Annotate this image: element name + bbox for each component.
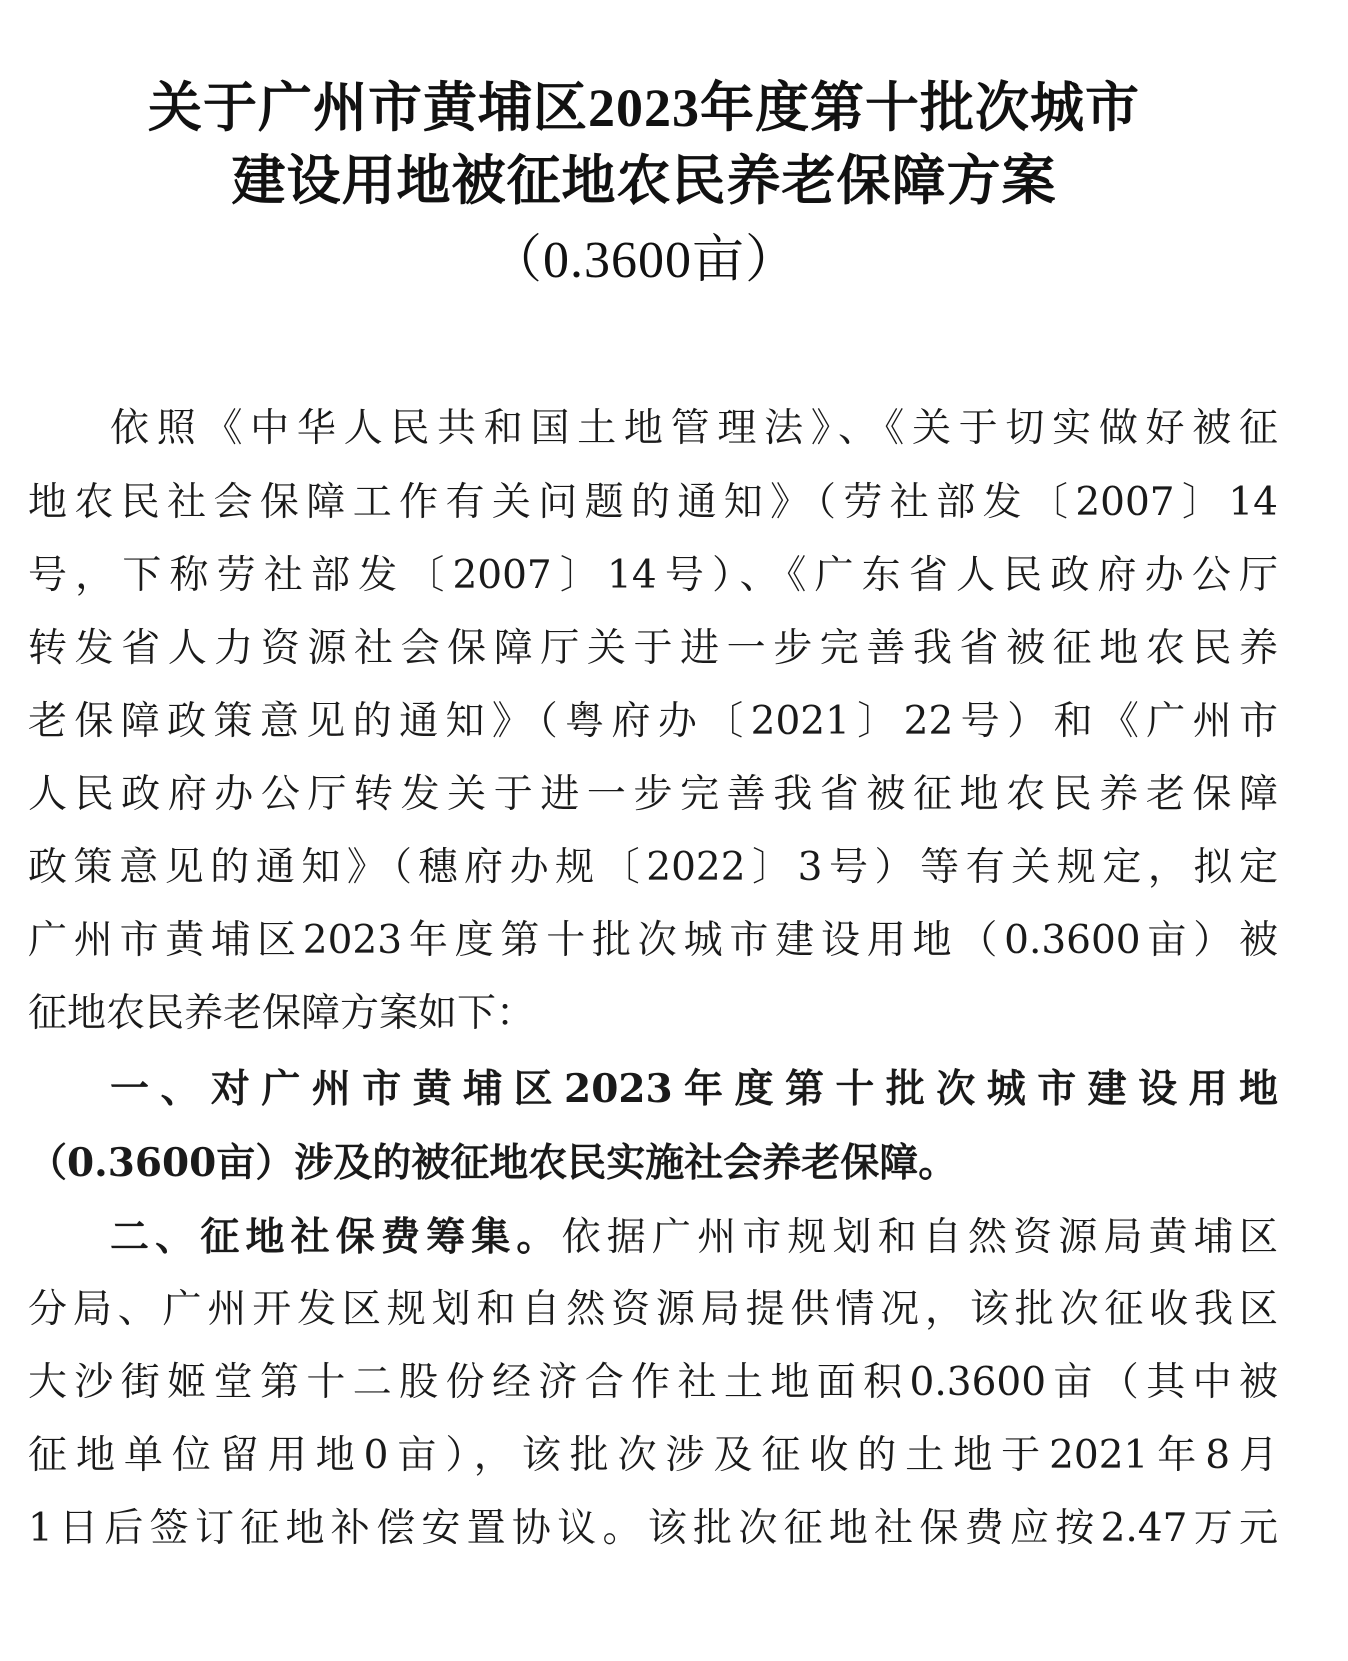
document-title-line-2: 建设用地被征地农民养老保障方案: [231, 151, 1057, 211]
section-2-line: 征地单位留用地0亩），该批次涉及征收的土地于2021年8月: [28, 1433, 1278, 1478]
paragraph-1-line: 政策意见的通知》（穗府办规〔2022〕3号）等有关规定，拟定: [28, 845, 1278, 890]
paragraph-1-line: 地农民社会保障工作有关问题的通知》（劳社部发〔2007〕14: [28, 480, 1278, 525]
section-2-line: 大沙街姬堂第十二股份经济合作社土地面积0.3600亩（其中被: [28, 1360, 1278, 1405]
section-2-line: 分局、广州开发区规划和自然资源局提供情况，该批次征收我区: [28, 1287, 1278, 1332]
section-1-line: 一、对广州市黄埔区2023年度第十批次城市建设用地: [110, 1066, 1278, 1112]
document-title-line-3: （0.3600亩）: [489, 232, 798, 289]
paragraph-1-line: 广州市黄埔区2023年度第十批次城市建设用地（0.3600亩）被: [28, 918, 1278, 963]
section-2-line: 1日后签订征地补偿安置协议。该批次征地社保费应按2.47万元: [28, 1506, 1278, 1551]
section-2-first-rest: 依据广州市规划和自然资源局黄埔区: [561, 1215, 1278, 1260]
section-1-line: （0.3600亩）涉及的被征地农民实施社会养老保障。: [28, 1140, 958, 1186]
section-2-first-line: [110, 1212, 1278, 1263]
paragraph-1-line: 老保障政策意见的通知》（粤府办〔2021〕22号）和《广州市: [28, 699, 1278, 744]
paragraph-1-line: 征地农民养老保障方案如下：: [28, 991, 536, 1036]
paragraph-1-line: 号，下称劳社部发〔2007〕14号）、《广东省人民政府办公厅: [28, 553, 1278, 598]
section-2-heading: 二、征地社保费筹集。: [110, 1214, 562, 1260]
paragraph-1-line: 人民政府办公厅转发关于进一步完善我省被征地农民养老保障: [28, 772, 1278, 817]
paragraph-1-line: 转发省人力资源社会保障厅关于进一步完善我省被征地农民养: [28, 626, 1278, 671]
paragraph-1-line: 依照《中华人民共和国土地管理法》、《关于切实做好被征: [110, 406, 1278, 451]
document-title-line-1: 关于广州市黄埔区2023年度第十批次城市: [148, 78, 1140, 138]
